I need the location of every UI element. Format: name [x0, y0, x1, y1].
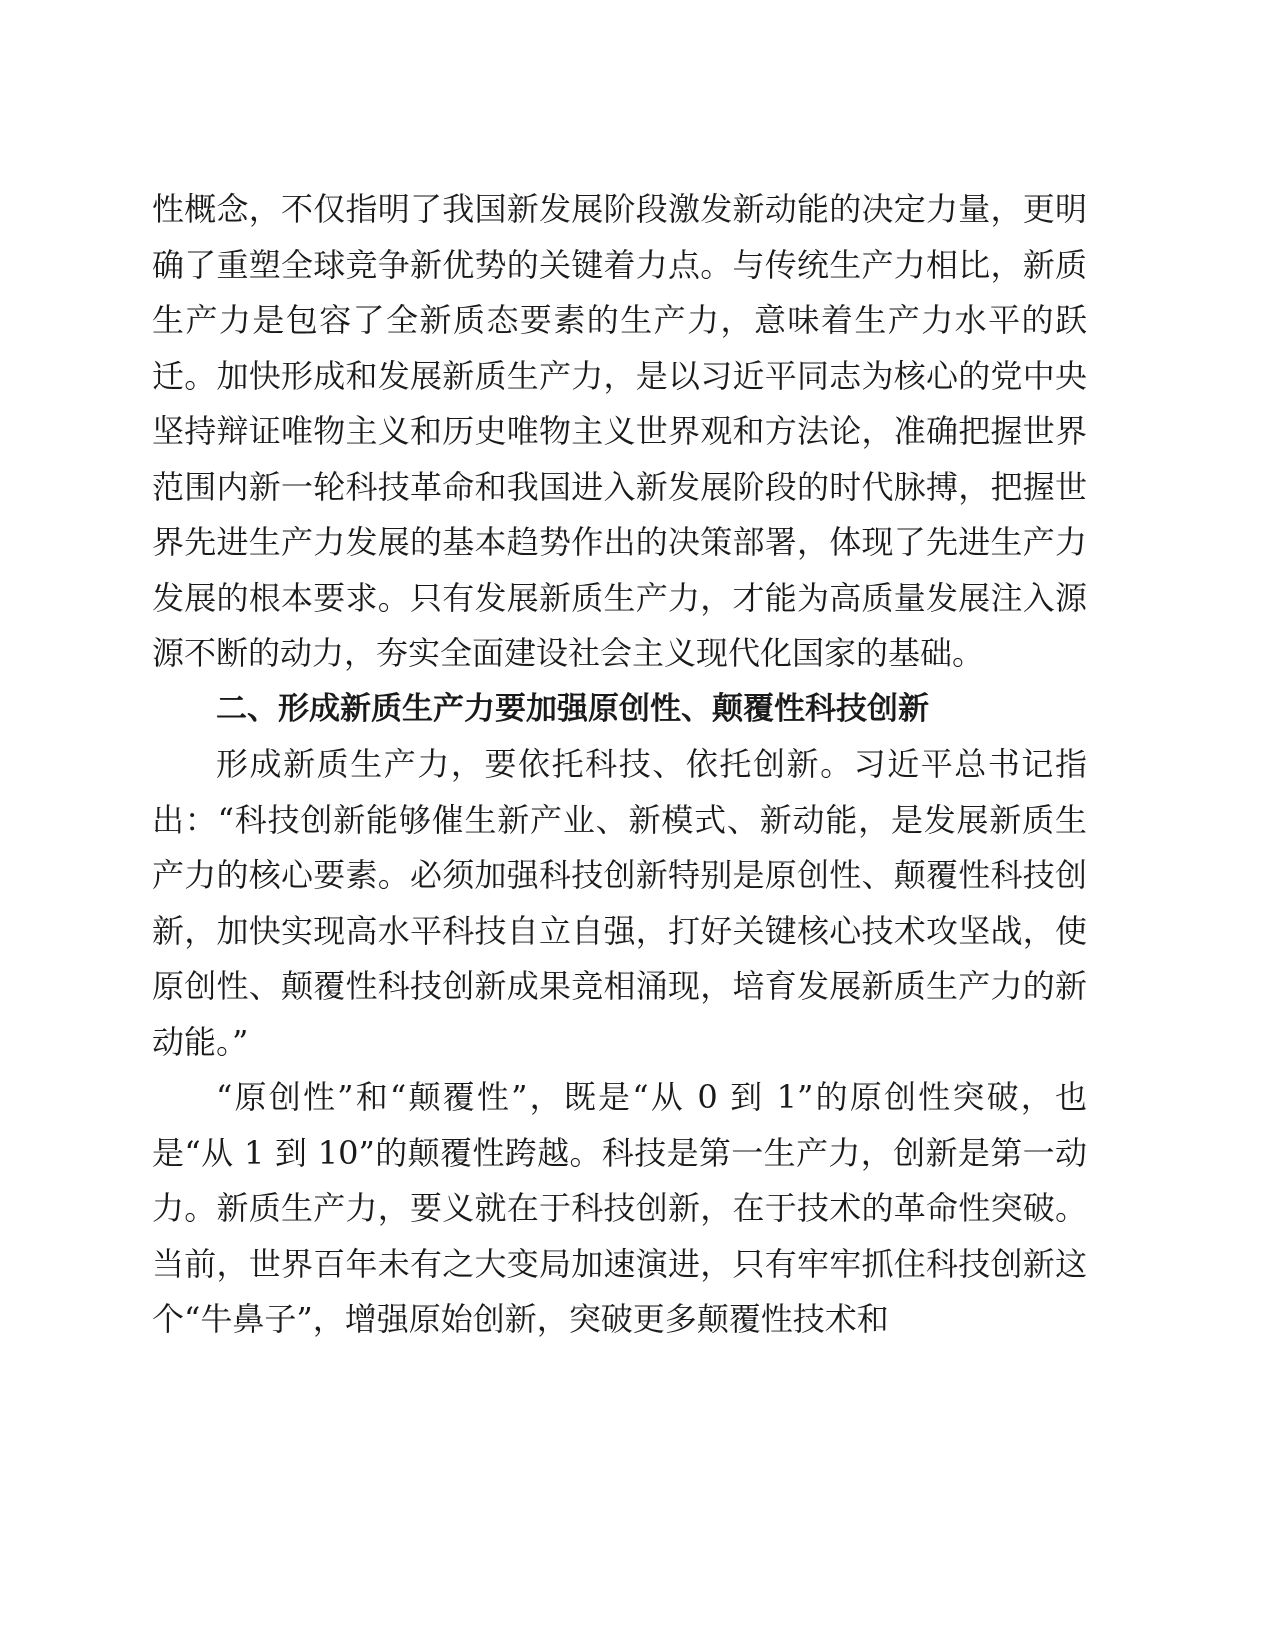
paragraph-3: “原创性”和“颠覆性”，既是“从 0 到 1”的原创性突破，也是“从 1 到 10”的颠覆性跨越。科技是第一生产力，创新是第一动力。新质生产力，要义就在于科技创新，在于技术的革命性突破。当前，世界百年未有之大变局加速演进，只有牢牢抓住科技创新这个“牛鼻子”，增强原始创新，突破更多颠覆性技术和	[152, 1078, 1087, 1338]
paragraph-continued: 性概念，不仅指明了我国新发展阶段激发新动能的决定力量，更明确了重塑全球竞争新优势的关键着力点。与传统生产力相比，新质生产力是包容了全新质态要素的生产力，意味着生产力水平的跃迁。加快形成和发展新质生产力，是以习近平同志为核心的党中央坚持辩证唯物主义和历史唯物主义世界观和方法论，准确把握世界范围内新一轮科技革命和我国进入新发展阶段的时代脉搏，把握世界先进生产力发展的基本趋势作出的决策部署，体现了先进生产力发展的根本要求。只有发展新质生产力，才能为高质量发展注入源源不断的动力，夯实全面建设社会主义现代化国家的基础。	[152, 190, 1087, 672]
paragraph-2: 形成新质生产力，要依托科技、依托创新。习近平总书记指出：“科技创新能够催生新产业、新模式、新动能，是发展新质生产力的核心要素。必须加强科技创新特别是原创性、颠覆性科技创新，加快实现高水平科技自立自强，打好关键核心技术攻坚战，使原创性、颠覆性科技创新成果竞相涌现，培育发展新质生产力的新动能。”	[152, 745, 1087, 1061]
section-heading: 二、形成新质生产力要加强原创性、颠覆性科技创新	[216, 690, 929, 727]
document-body	[152, 182, 1087, 1348]
